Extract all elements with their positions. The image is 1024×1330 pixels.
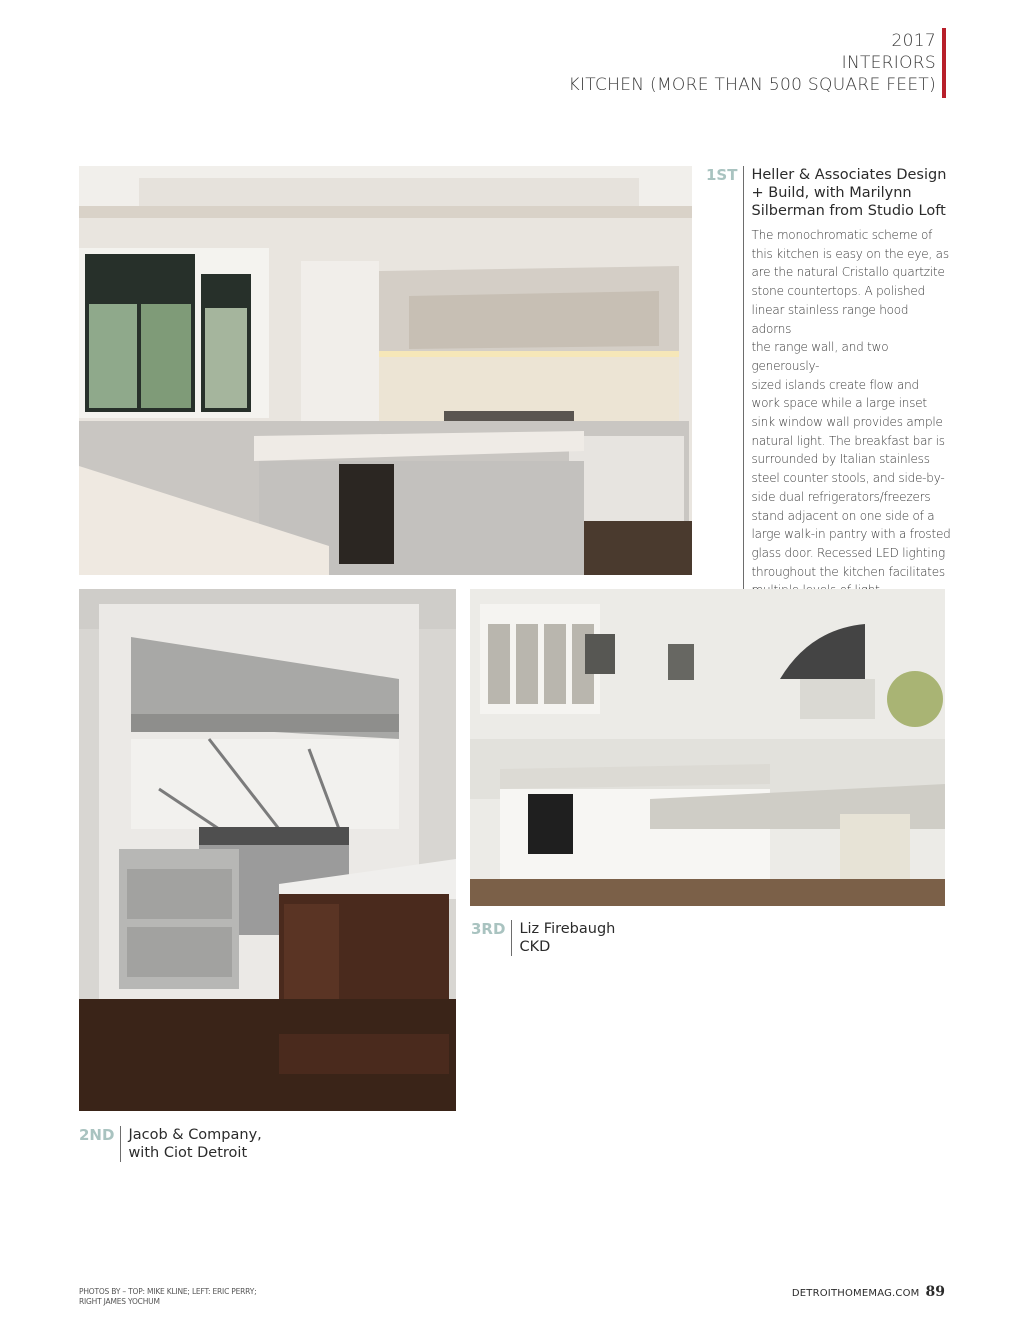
description-line: sink window wall provides ample [751,415,943,430]
description-line: are the natural Cristallo quartzite [751,265,945,280]
award-winner-name [751,166,951,220]
description-line: stone countertops. A polished [751,284,926,299]
description-line: throughout the kitchen facilitates [751,564,945,579]
winner-name-line: + Build, with Marilynn [751,185,912,201]
award-winner-name [519,920,615,956]
winner-name-line: with Ciot Detroit [128,1145,248,1161]
description-line: glass door. Recessed LED lighting [751,545,945,560]
award-description [751,226,951,600]
description-line: linear stainless range hood adorns [751,302,909,336]
award-body [120,1126,261,1162]
description-line: surrounded by Italian stainless [751,452,930,467]
winner-name-line: Jacob & Company, [128,1127,262,1143]
winner-name-line: Silberman from Studio Loft [751,203,946,219]
description-line: side dual refrigerators/freezers [751,489,931,504]
header-accent-bar [942,28,946,98]
award-third-place [471,920,671,956]
description-line: natural light. The breakfast bar is [751,433,945,448]
winner-name-line: Heller & Associates Design [751,167,947,183]
header-category: KITCHEN (MORE THAN 500 SQUARE FEET) [568,75,936,95]
award-body [743,166,951,600]
award-rank: 3RD [471,920,506,938]
winner-name-line: Liz Firebaugh [519,921,616,937]
description-line: sized islands create flow and [751,377,919,392]
site-url: DETROITHOMEMAG.COM [791,1288,920,1299]
description-line: stand adjacent on one side of a [751,508,935,523]
description-line: this kitchen is easy on the eye, as [751,246,949,261]
second-place-kitchen-photo [79,589,456,1111]
award-winner-name [128,1126,261,1162]
award-rank: 2ND [79,1126,115,1144]
third-place-kitchen-photo [470,589,945,906]
header-section: INTERIORS [841,53,936,73]
description-line: steel counter stools, and side-by- [751,471,945,486]
description-line: the range wall, and two generously- [751,340,889,373]
award-first-place [706,166,951,600]
credits-line: PHOTOS BY – TOP: MIKE KLINE; LEFT: ERIC PERRY; [79,1287,257,1296]
page-number: 89 [925,1284,945,1300]
award-rank: 1ST [706,166,738,184]
section-header [569,30,936,96]
header-year: 2017 [891,31,936,51]
credits-line: RIGHT JAMES YOCHUM [79,1297,160,1306]
award-body [511,920,615,956]
description-line: work space while a large inset [751,396,927,411]
description-line: large walk-in pantry with a frosted [751,527,951,542]
first-place-kitchen-photo [79,166,692,575]
photo-credits [79,1287,256,1307]
award-second-place [79,1126,279,1162]
winner-name-line: CKD [519,939,551,955]
page-footer [792,1284,945,1300]
description-line: The monochromatic scheme of [751,228,933,242]
